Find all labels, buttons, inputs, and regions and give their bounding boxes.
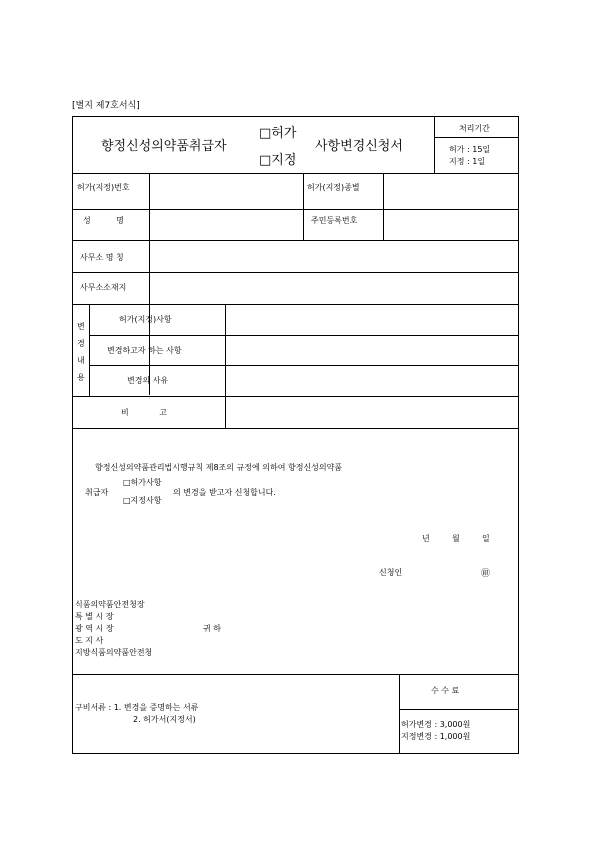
recipient-line-2: 특 별 시 장 [75, 612, 114, 621]
date-year-label: 년 [422, 534, 430, 543]
license-items-field[interactable] [227, 306, 515, 333]
fee-designation-change: 지정변경 : 1,000원 [401, 732, 471, 741]
change-label-char-3: 내 [77, 356, 85, 365]
form-title: 향정신성의약품취급자 [101, 139, 227, 154]
license-type-field[interactable] [385, 175, 515, 207]
office-address-label: 사무소소재지 [80, 283, 127, 292]
processing-period-header: 처리기간 [459, 124, 490, 133]
applicant-label: 신청인 [379, 568, 403, 577]
application-form-table [72, 116, 519, 754]
office-address-field[interactable] [151, 274, 515, 302]
items-to-change-field[interactable] [227, 337, 515, 363]
name-field[interactable] [151, 211, 301, 238]
remarks-field[interactable] [227, 398, 515, 426]
license-type-label: 허가(지정)종별 [307, 183, 360, 192]
processing-license-days: 허가 : 15일 [449, 145, 491, 154]
items-to-change-label: 변경하고자 하는 사항 [107, 346, 182, 355]
office-name-field[interactable] [151, 242, 515, 270]
fee-license-change: 허가변경 : 3,000원 [401, 720, 471, 729]
form-number-label: [별지 제7호서식] [72, 101, 140, 111]
statement-option-designation[interactable]: □지정사항 [123, 496, 162, 505]
remarks-label: 비 고 [121, 408, 167, 417]
recipient-line-1: 식품의약품안전청장 [75, 600, 145, 609]
change-reason-label: 변경의 사유 [127, 376, 169, 385]
statement-option-license[interactable]: □허가사항 [123, 478, 162, 487]
resident-number-label: 주민등록번호 [311, 216, 358, 225]
change-label-char-1: 변 [77, 322, 85, 331]
processing-designation-days: 지정 : 1일 [449, 157, 486, 166]
option-designation-checkbox[interactable]: □지정 [259, 153, 297, 168]
license-number-label: 허가(지정)번호 [77, 183, 130, 192]
change-reason-field[interactable] [227, 367, 515, 394]
fee-header: 수 수 료 [431, 686, 460, 695]
change-label-char-2: 경 [77, 339, 85, 348]
statement-handler: 취급자 [85, 488, 109, 497]
option-license-checkbox[interactable]: □허가 [259, 126, 297, 141]
seal-mark: ㊞ [481, 569, 491, 579]
statement-line-1: 향정신성의약품관리법시행규칙 제8조의 규정에 의하여 향정신성의약품 [95, 463, 343, 472]
required-documents-item-2: 2. 허가서(지정서) [133, 715, 196, 724]
recipient-line-4: 도 지 사 [75, 636, 104, 645]
date-month-label: 월 [452, 534, 460, 543]
recipient-line-3: 광 역 시 장 [75, 624, 114, 633]
date-day-label: 일 [482, 534, 490, 543]
license-items-label: 허가(지정)사항 [119, 315, 172, 324]
resident-number-field[interactable] [385, 211, 515, 238]
required-documents-item-1: 구비서류 : 1. 변경을 증명하는 서류 [75, 703, 199, 712]
form-title-suffix: 사항변경신청서 [315, 139, 403, 154]
office-name-label: 사무소 명 칭 [80, 253, 124, 262]
name-label: 성 명 [83, 216, 124, 225]
recipient-honorific: 귀 하 [203, 624, 221, 633]
recipient-line-5: 지방식품의약품안전청 [75, 648, 153, 657]
change-label-char-4: 용 [77, 373, 85, 382]
license-number-field[interactable] [151, 175, 301, 207]
statement-tail: 의 변경을 받고자 신청합니다. [173, 488, 276, 497]
